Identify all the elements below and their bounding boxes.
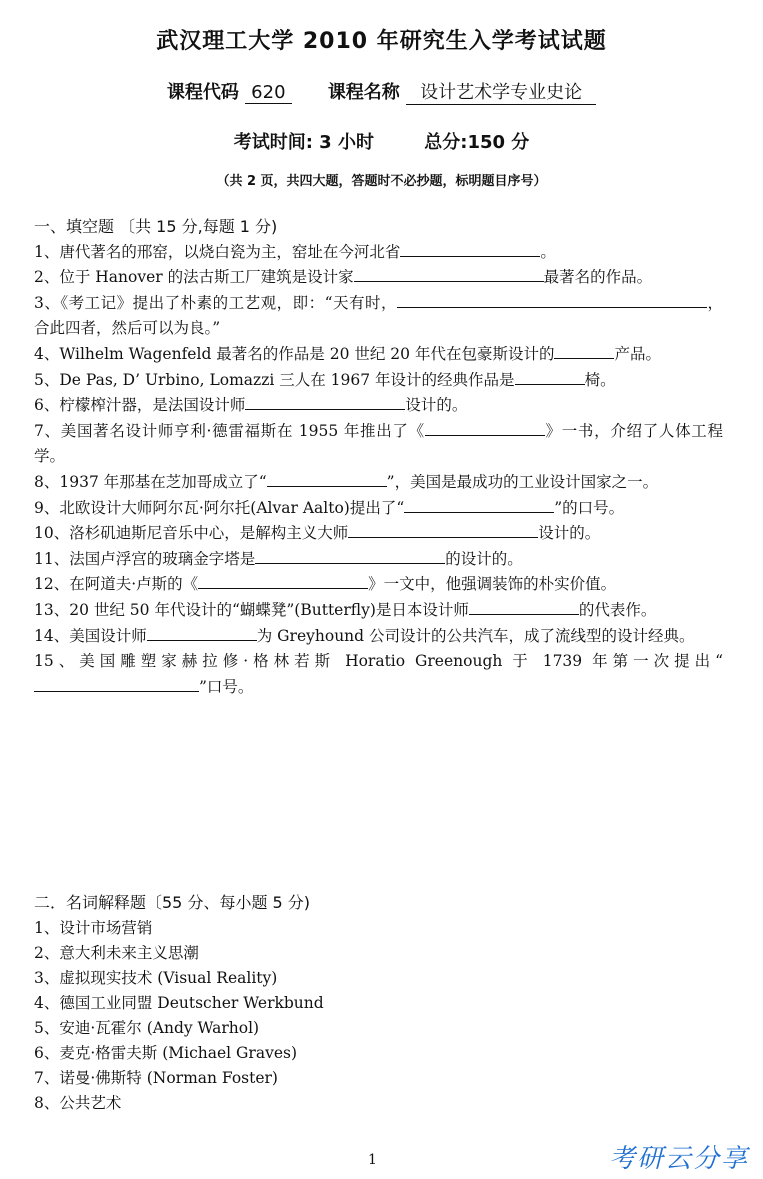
- total-score: 总分:150 分: [424, 132, 530, 153]
- answer-blank: [267, 485, 387, 487]
- question-2: 2、位于 Hanover 的法古斯工厂建筑是设计家 最著名的作品。: [34, 268, 653, 287]
- term-item: 2、意大利未来主义思潮: [34, 943, 199, 962]
- question-7: 7、美国著名设计师亨利·德雷福斯在 1955 年推出了《 》一书，介绍了人体工程学。: [34, 421, 723, 466]
- answer-blank: [404, 511, 554, 513]
- course-info-line: [0, 78, 763, 105]
- question-6: 6、柠檬榨汁器，是法国设计师 设计的。: [34, 396, 468, 415]
- question-5: 5、De Pas, D’ Urbino, Lomazzi 三人在 1967 年设计的经典作品是 椅。: [34, 370, 616, 389]
- answer-blank: [515, 383, 585, 385]
- question-15: 15、美国雕塑家赫拉修·格林若斯 Horatio Greenough 于 1739 年第一次提出“”口号。: [34, 652, 723, 696]
- exam-note: （共 2 页，共四大题，答题时不必抄题，标明题目序号）: [216, 174, 547, 189]
- answer-blank: [348, 536, 538, 538]
- term-item: 1、设计市场营销: [34, 918, 153, 937]
- answer-blank: [198, 587, 368, 589]
- question-1: 1、唐代著名的邢窑，以烧白瓷为主，窑址在今河北省 。: [34, 242, 556, 261]
- answer-blank: [469, 613, 579, 615]
- section2-heading: 二．名词解释题〔55 分、每小题 5 分): [34, 893, 311, 912]
- section-fill-in-blanks: [34, 214, 723, 700]
- term-item: 3、虚拟现实技术 (Visual Reality): [34, 968, 278, 987]
- question-10: 10、洛杉矶迪斯尼音乐中心，是解构主义大师 设计的。: [34, 524, 601, 543]
- answer-blank: [400, 255, 540, 257]
- term-item: 4、德国工业同盟 Deutscher Werkbund: [34, 993, 324, 1012]
- course-code-label: 课程代码: [166, 82, 239, 103]
- course-name-label: 课程名称: [327, 82, 400, 103]
- section-term-definitions: [34, 890, 723, 1116]
- question-12: 12、在阿道夫·卢斯的《 》一文中，他强调装饰的朴实价值。: [34, 575, 617, 594]
- exam-time: 考试时间: 3 小时: [233, 132, 374, 153]
- page-number: 1: [368, 1152, 377, 1168]
- term-item: 7、诺曼·佛斯特 (Norman Foster): [34, 1068, 278, 1087]
- watermark-logo: 考研云分享: [608, 1144, 749, 1174]
- term-item: 8、公共艺术: [34, 1093, 122, 1112]
- term-item: 5、安迪·瓦霍尔 (Andy Warhol): [34, 1018, 260, 1037]
- question-3: 3、《考工记》提出了朴素的工艺观，即：“天有时， ，合此四者，然后可以为良。”: [34, 293, 723, 338]
- exam-time-score-line: [0, 128, 763, 154]
- answer-blank: [34, 690, 199, 692]
- exam-title: 武汉理工大学 2010 年研究生入学考试试题: [156, 29, 607, 54]
- answer-blank: [147, 639, 257, 641]
- question-14: 14、美国设计师 为 Greyhound 公司设计的公共汽车，成了流线型的设计经典。: [34, 626, 695, 645]
- answer-blank: [397, 306, 707, 308]
- question-4: 4、Wilhelm Wagenfeld 最著名的作品是 20 世纪 20 年代在包豪斯设计的 产品。: [34, 344, 661, 363]
- question-11: 11、法国卢浮宫的玻璃金字塔是 的设计的。: [34, 549, 523, 568]
- question-9: 9、北欧设计大师阿尔瓦·阿尔托(Alvar Aalto)提出了“ ”的口号。: [34, 498, 625, 517]
- course-code-value: 620: [245, 82, 291, 104]
- answer-blank: [245, 408, 405, 410]
- section1-heading: 一、填空题 〔共 15 分,每题 1 分): [34, 217, 278, 236]
- answer-blank: [425, 434, 545, 436]
- question-13: 13、20 世纪 50 年代设计的“蝴蝶凳”(Butterfly)是日本设计师 的代表作。: [34, 600, 657, 619]
- term-item: 6、麦克·格雷夫斯 (Michael Graves): [34, 1043, 298, 1062]
- course-name-value: 设计艺术学专业史论: [406, 78, 596, 105]
- answer-blank: [354, 280, 544, 282]
- question-8: 8、1937 年那基在芝加哥成立了“ ”，美国是最成功的工业设计国家之一。: [34, 472, 659, 491]
- answer-blank: [255, 562, 445, 564]
- answer-blank: [554, 357, 614, 359]
